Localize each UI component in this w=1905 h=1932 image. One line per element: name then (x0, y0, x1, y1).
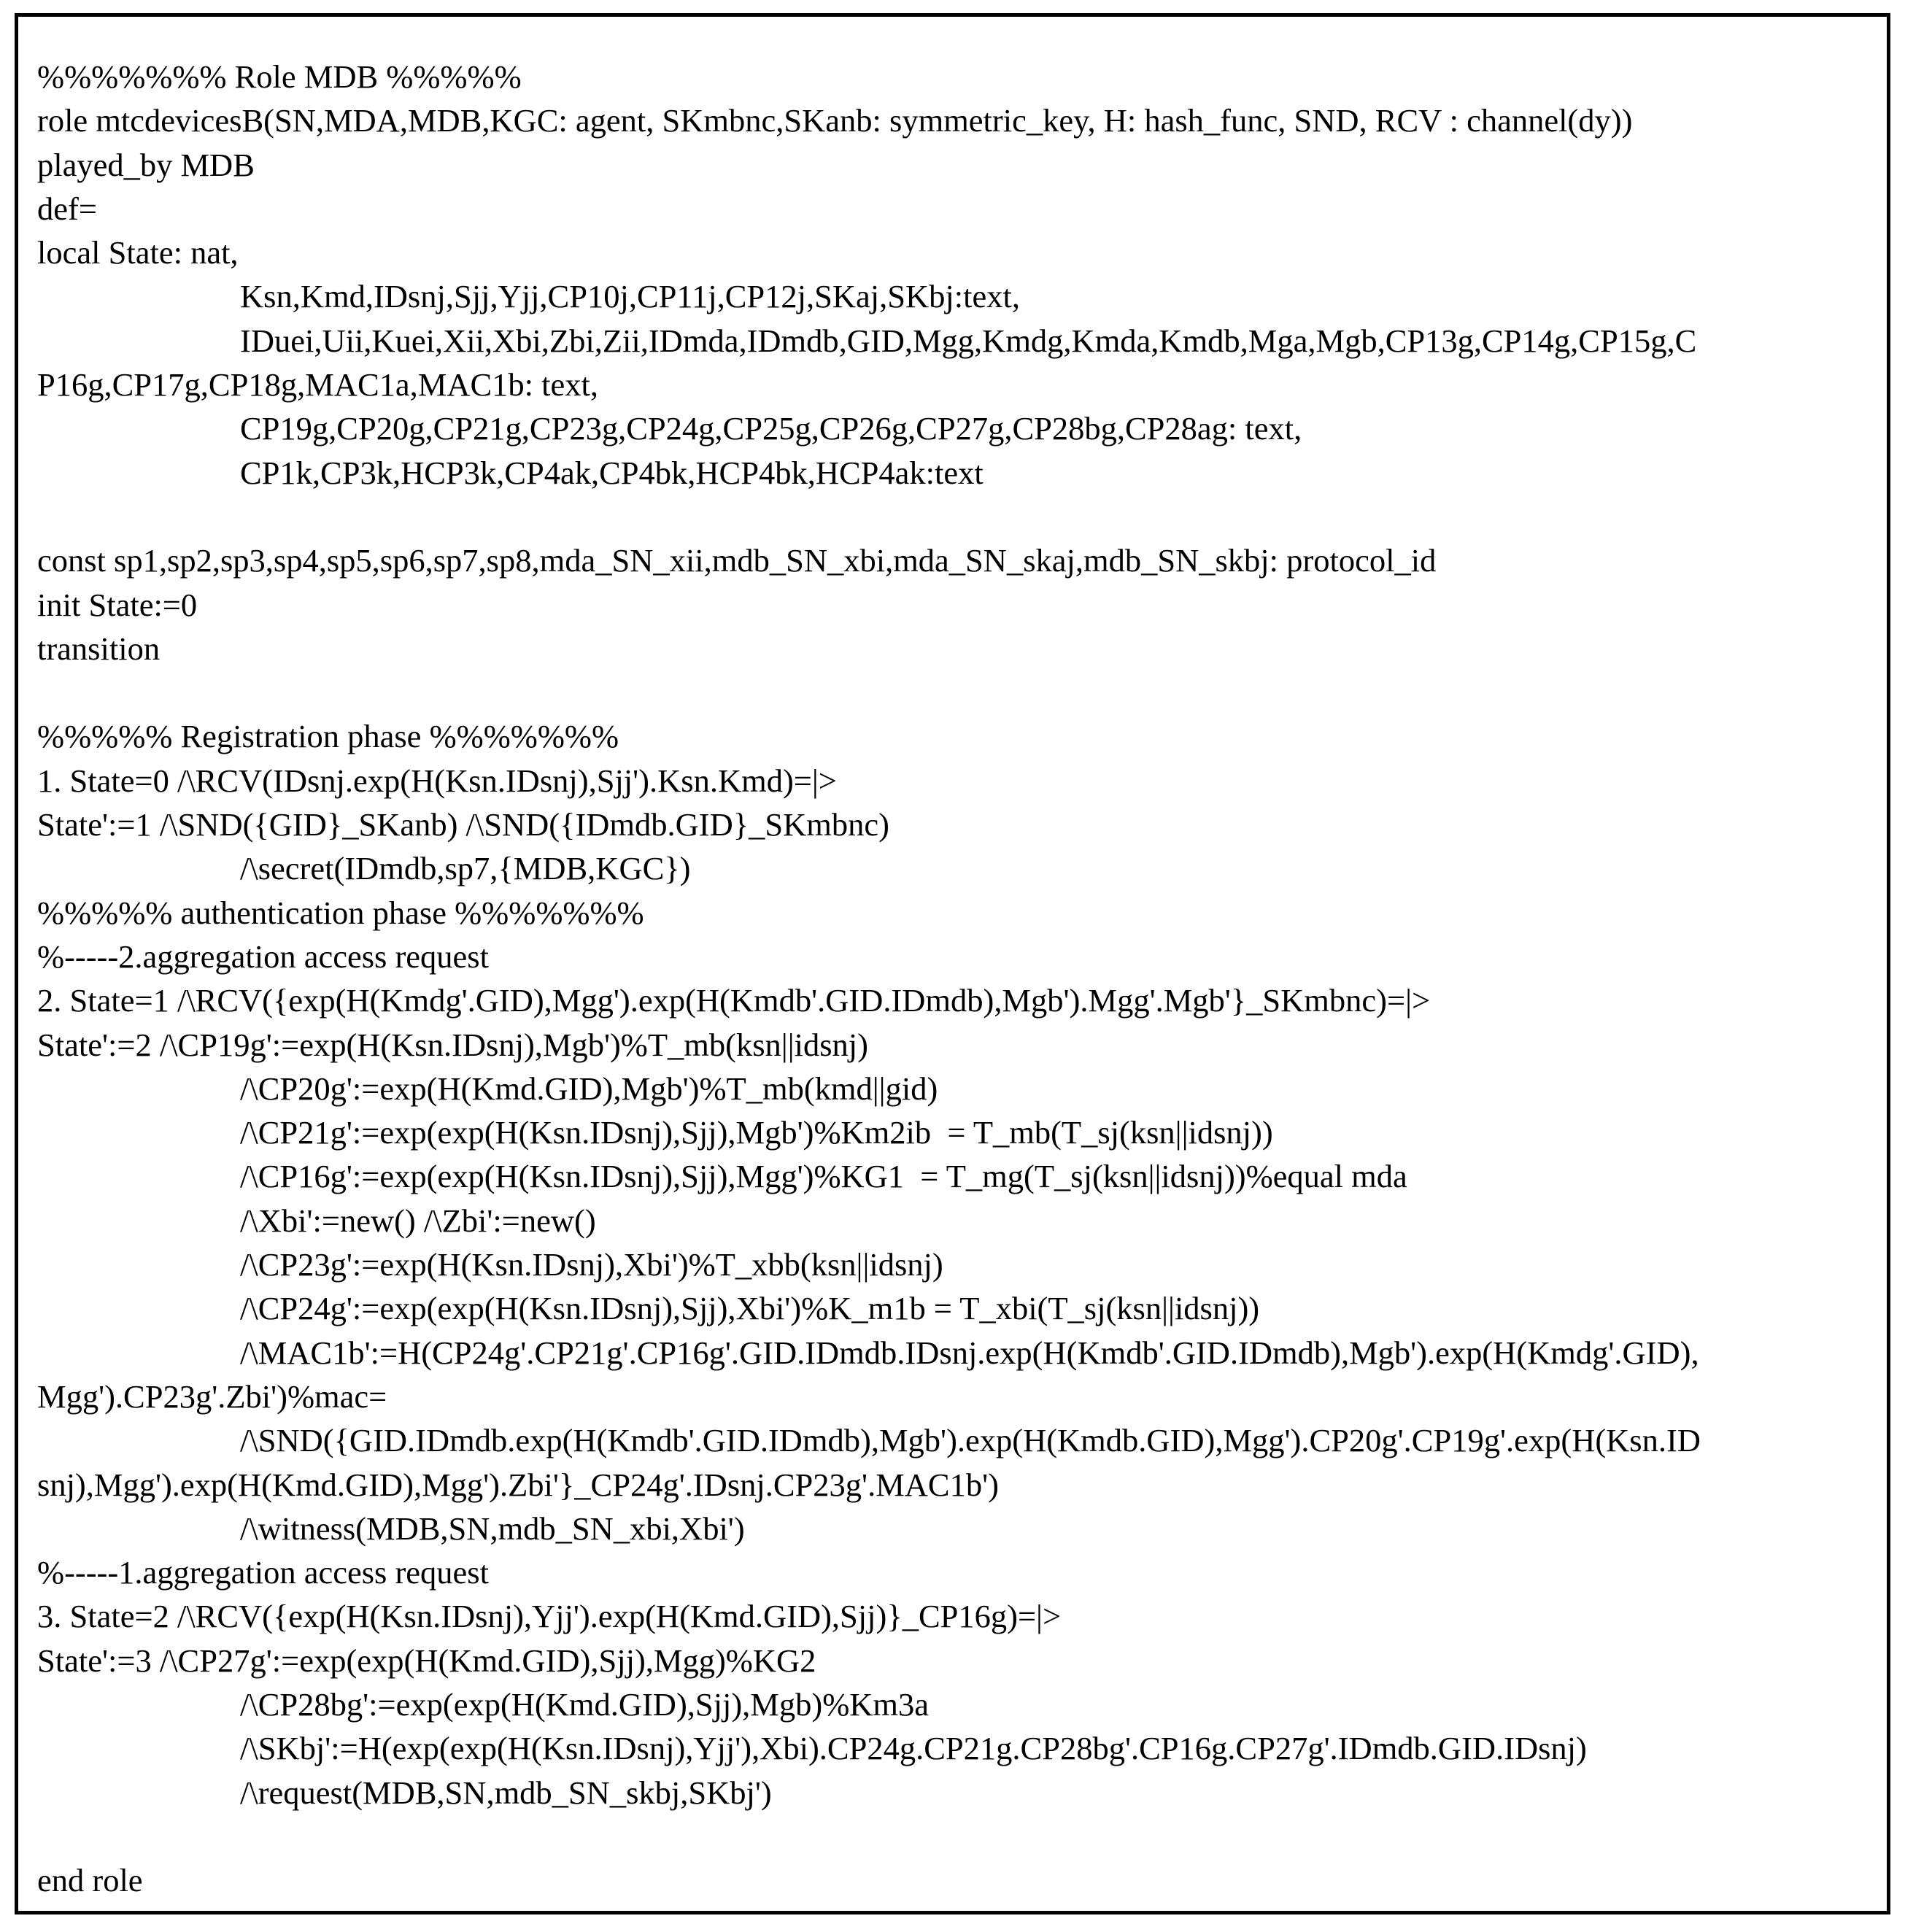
code-line: local State: nat, (37, 234, 239, 271)
code-line: P16g,CP17g,CP18g,MAC1a,MAC1b: text, (37, 366, 598, 403)
code-line: /\Xbi':=new() /\Zbi':=new() (240, 1202, 596, 1239)
code-line: 1. State=0 /\RCV(IDsnj.exp(H(Ksn.IDsnj),Sjj').Ksn.Kmd)=|> (37, 762, 837, 799)
code-line: State':=2 /\CP19g':=exp(H(Ksn.IDsnj),Mgb')%T_mb(ksn||idsnj) (37, 1026, 868, 1063)
code-line: CP19g,CP20g,CP21g,CP23g,CP24g,CP25g,CP26g,CP27g,CP28bg,CP28ag: text, (240, 410, 1302, 447)
code-line: /\CP23g':=exp(H(Ksn.IDsnj),Xbi')%T_xbb(ksn||idsnj) (240, 1246, 943, 1283)
code-line: State':=1 /\SND({GID}_SKanb) /\SND({IDmdb.GID}_SKmbnc) (37, 806, 889, 843)
code-line: /\MAC1b':=H(CP24g'.CP21g'.CP16g'.GID.IDmdb.IDsnj.exp(H(Kmdb'.GID.IDmdb),Mgb').exp(H(Kmdg'.GID), (240, 1334, 1699, 1371)
code-line: %-----2.aggregation access request (37, 938, 489, 975)
code-line: /\secret(IDmdb,sp7,{MDB,KGC}) (240, 850, 691, 887)
blank-line (37, 671, 1890, 714)
code-line: /\SKbj':=H(exp(exp(H(Ksn.IDsnj),Yjj'),Xbi).CP24g.CP21g.CP28bg'.CP16g.CP27g'.IDmdb.GID.IDsnj) (240, 1730, 1587, 1767)
code-line: /\CP21g':=exp(exp(H(Ksn.IDsnj),Sjj),Mgb')%Km2ib = T_mb(T_sj(ksn||idsnj)) (240, 1114, 1273, 1151)
code-line: /\witness(MDB,SN,mdb_SN_xbi,Xbi') (240, 1510, 745, 1547)
code-line: end role (37, 1862, 143, 1899)
code-line: /\CP20g':=exp(H(Kmd.GID),Mgb')%T_mb(kmd||gid) (240, 1070, 938, 1107)
code-line: Mgg').CP23g'.Zbi')%mac= (37, 1377, 387, 1415)
code-line: def= (37, 190, 97, 227)
code-line: /\CP16g':=exp(exp(H(Ksn.IDsnj),Sjj),Mgg')%KG1 = T_mg(T_sj(ksn||idsnj))%equal mda (240, 1158, 1407, 1195)
code-listing (37, 55, 1890, 1902)
code-line: /\CP28bg':=exp(exp(H(Kmd.GID),Sjj),Mgb)%Km3a (240, 1685, 930, 1723)
code-line: %%%%% Registration phase %%%%%%% (37, 718, 619, 755)
code-line: 3. State=2 /\RCV({exp(H(Ksn.IDsnj),Yjj').exp(H(Kmd.GID),Sjj)}_CP16g)=|> (37, 1598, 1062, 1635)
blank-line (37, 495, 1890, 538)
code-line: State':=3 /\CP27g':=exp(exp(H(Kmd.GID),Sjj),Mgg)%KG2 (37, 1642, 816, 1679)
code-line: CP1k,CP3k,HCP3k,CP4ak,CP4bk,HCP4bk,HCP4ak:text (240, 454, 984, 491)
code-line: Ksn,Kmd,IDsnj,Sjj,Yjj,CP10j,CP11j,CP12j,SKaj,SKbj:text, (240, 278, 1020, 315)
code-line: const sp1,sp2,sp3,sp4,sp5,sp6,sp7,sp8,mda_SN_xii,mdb_SN_xbi,mda_SN_skaj,mdb_SN_skbj: protocol_id (37, 542, 1437, 579)
code-line: role mtcdevicesB(SN,MDA,MDB,KGC: agent, SKmbnc,SKanb: symmetric_key, H: hash_func, SND, RCV : channel(dy)) (37, 102, 1633, 139)
code-line: %%%%% authentication phase %%%%%%% (37, 894, 644, 931)
code-line: /\CP24g':=exp(exp(H(Ksn.IDsnj),Sjj),Xbi')%K_m1b = T_xbi(T_sj(ksn||idsnj)) (240, 1290, 1260, 1327)
code-line: /\SND({GID.IDmdb.exp(H(Kmdb'.GID.IDmdb),Mgb').exp(H(Kmdb.GID),Mgg').CP20g'.CP19g'.exp(H(Ksn.ID (240, 1422, 1701, 1459)
code-line: snj),Mgg').exp(H(Kmd.GID),Mgg').Zbi'}_CP24g'.IDsnj.CP23g'.MAC1b') (37, 1466, 999, 1503)
document-frame (15, 13, 1890, 1914)
code-line: /\request(MDB,SN,mdb_SN_skbj,SKbj') (240, 1774, 772, 1811)
code-line: played_by MDB (37, 146, 255, 183)
code-line: init State:=0 (37, 586, 198, 623)
code-line: 2. State=1 /\RCV({exp(H(Kmdg'.GID),Mgg').exp(H(Kmdb'.GID.IDmdb),Mgb').Mgg'.Mgb'}_SKmbnc)=|> (37, 982, 1431, 1019)
code-line: %%%%%%% Role MDB %%%%% (37, 58, 522, 95)
code-line: IDuei,Uii,Kuei,Xii,Xbi,Zbi,Zii,IDmda,IDmdb,GID,Mgg,Kmdg,Kmda,Kmdb,Mga,Mgb,CP13g,CP14g,CP15g,C (240, 322, 1697, 359)
code-line: transition (37, 630, 161, 667)
code-line: %-----1.aggregation access request (37, 1554, 489, 1591)
blank-line (37, 1815, 1890, 1858)
